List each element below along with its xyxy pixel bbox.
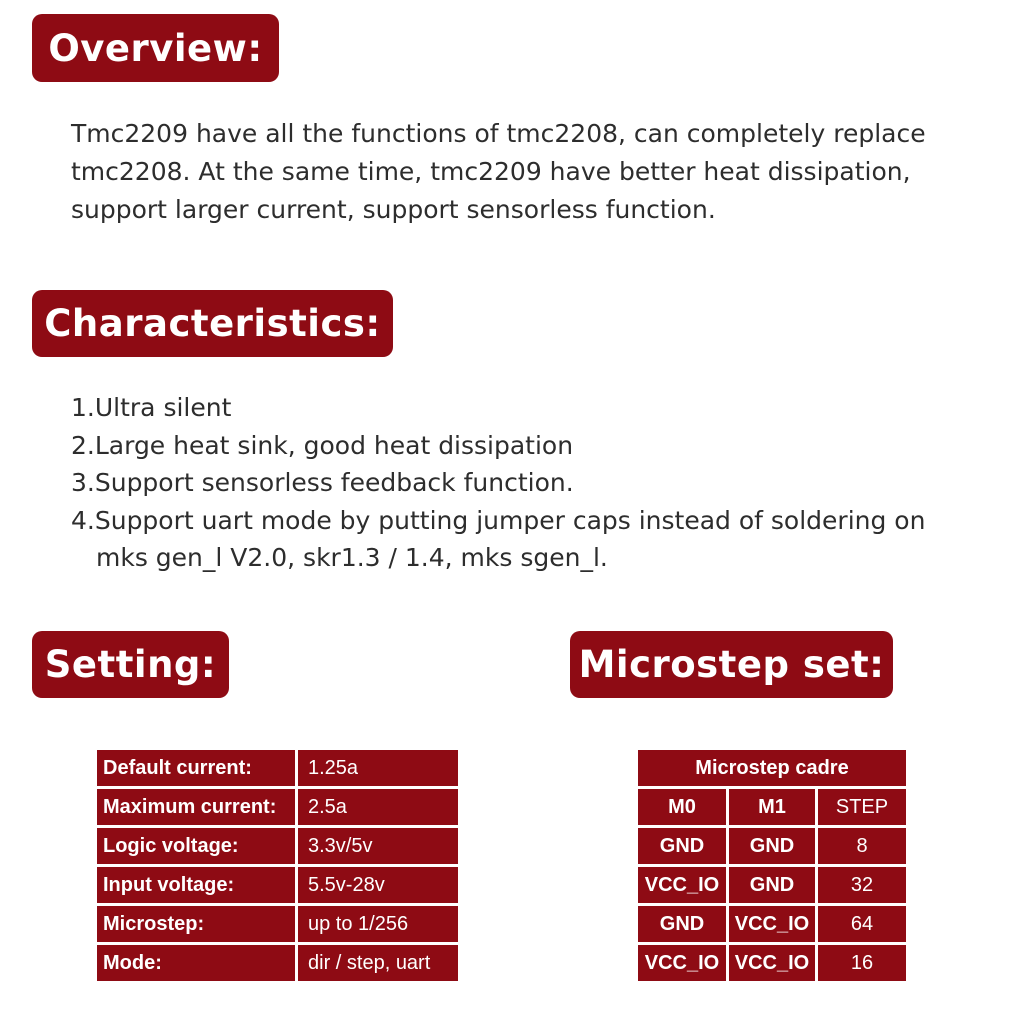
table-row (97, 906, 458, 942)
microstep-heading: Microstep set: (570, 631, 893, 698)
setting-label: Maximum current: (97, 789, 295, 825)
setting-heading: Setting: (32, 631, 229, 698)
m0-cell: GND (638, 906, 726, 942)
list-item: 3.Support sensorless feedback function. (71, 468, 574, 497)
table-row (638, 945, 906, 981)
characteristics-list (71, 389, 991, 577)
setting-value: 1.25a (298, 750, 458, 786)
table-row (97, 789, 458, 825)
m0-cell: GND (638, 828, 726, 864)
table-row (638, 867, 906, 903)
step-cell: 64 (818, 906, 906, 942)
setting-value: dir / step, uart (298, 945, 458, 981)
overview-heading: Overview: (32, 14, 279, 82)
setting-value: 3.3v/5v (298, 828, 458, 864)
table-row (97, 828, 458, 864)
m1-cell: GND (729, 828, 815, 864)
setting-label: Default current: (97, 750, 295, 786)
column-header: STEP (818, 789, 906, 825)
table-row (638, 906, 906, 942)
column-header: M0 (638, 789, 726, 825)
step-cell: 16 (818, 945, 906, 981)
m1-cell: VCC_IO (729, 906, 815, 942)
setting-label: Input voltage: (97, 867, 295, 903)
list-item: 1.Ultra silent (71, 393, 232, 422)
microstep-table-title: Microstep cadre (638, 750, 906, 786)
table-row (638, 828, 906, 864)
step-cell: 32 (818, 867, 906, 903)
m0-cell: VCC_IO (638, 867, 726, 903)
overview-paragraph (71, 115, 971, 229)
overview-line: support larger current, support sensorless function. (71, 195, 716, 224)
setting-table (94, 747, 461, 984)
overview-line: tmc2208. At the same time, tmc2209 have better heat dissipation, (71, 157, 911, 186)
m1-cell: VCC_IO (729, 945, 815, 981)
table-title-row (638, 750, 906, 786)
column-header: M1 (729, 789, 815, 825)
table-header-row (638, 789, 906, 825)
m0-cell: VCC_IO (638, 945, 726, 981)
step-cell: 8 (818, 828, 906, 864)
setting-label: Logic voltage: (97, 828, 295, 864)
overview-line: Tmc2209 have all the functions of tmc2208, can completely replace (71, 119, 926, 148)
list-item: 4.Support uart mode by putting jumper caps instead of soldering on (71, 505, 926, 535)
list-item: 2.Large heat sink, good heat dissipation (71, 430, 574, 460)
microstep-table (635, 747, 909, 984)
setting-label: Mode: (97, 945, 295, 981)
setting-label: Microstep: (97, 906, 295, 942)
characteristics-heading: Characteristics: (32, 290, 393, 357)
setting-value: up to 1/256 (298, 906, 458, 942)
list-item-continuation: mks gen_l V2.0, skr1.3 / 1.4, mks sgen_l. (96, 543, 608, 572)
m1-cell: GND (729, 867, 815, 903)
table-row (97, 867, 458, 903)
setting-value: 5.5v-28v (298, 867, 458, 903)
table-row (97, 945, 458, 981)
setting-value: 2.5a (298, 789, 458, 825)
table-row (97, 750, 458, 786)
